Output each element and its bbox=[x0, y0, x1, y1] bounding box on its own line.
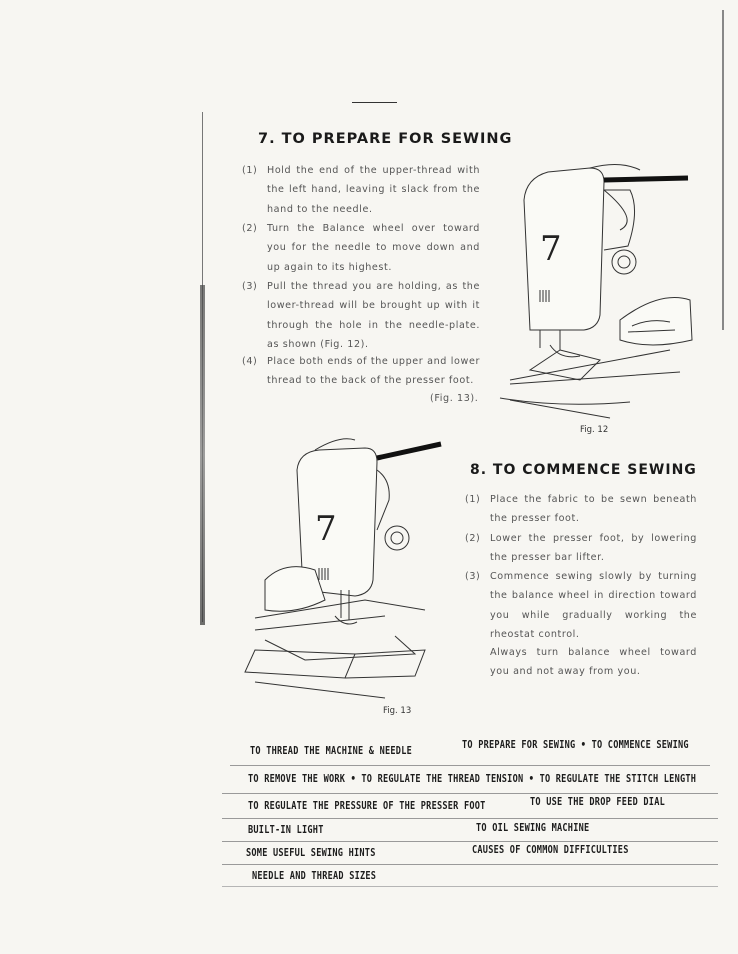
section-8-step-3 bbox=[465, 567, 697, 647]
step-text: Lower the presser foot, by lowering the presser bar lifter. bbox=[490, 533, 697, 564]
step-text: Commence sewing slowly by turning the balance wheel in direction toward you while gradually working the rheostat control. bbox=[490, 571, 697, 641]
step-number: (3) bbox=[465, 571, 481, 582]
step-text: Pull the thread you are holding, as the lower-thread will be brought up with it through the hole in the needle-plate. as shown (Fig. 12). bbox=[267, 281, 480, 351]
section-8-title: 8. TO COMMENCE SEWING bbox=[470, 462, 697, 478]
section-7-fig-ref: (Fig. 13). bbox=[430, 393, 479, 404]
top-dash-mark bbox=[352, 102, 397, 103]
step-text: Place the fabric to be sewn beneath the presser foot. bbox=[490, 494, 697, 525]
note-text: Always turn balance wheel toward you and not away from you. bbox=[490, 647, 697, 678]
step-number: (2) bbox=[242, 223, 258, 234]
section-8-step-2 bbox=[465, 529, 697, 569]
tab-needle-thread-sizes[interactable]: NEEDLE AND THREAD SIZES bbox=[252, 869, 377, 882]
fig-13-illustration bbox=[245, 440, 445, 700]
tab-divider bbox=[222, 818, 718, 819]
machine-number: 7 bbox=[540, 229, 562, 269]
tab-divider bbox=[230, 765, 710, 766]
step-number: (1) bbox=[242, 165, 258, 176]
tab-prepare-commence[interactable]: TO PREPARE FOR SEWING • TO COMMENCE SEWING bbox=[462, 738, 689, 751]
tab-oil-machine[interactable]: TO OIL SEWING MACHINE bbox=[476, 821, 590, 834]
section-7-step-2 bbox=[242, 219, 480, 279]
step-number: (2) bbox=[465, 533, 481, 544]
step-text: Place both ends of the upper and lower thread to the back of the presser foot. bbox=[267, 356, 480, 387]
left-binding-strip bbox=[200, 285, 205, 625]
right-edge-line bbox=[722, 10, 724, 330]
tab-common-difficulties[interactable]: CAUSES OF COMMON DIFFICULTIES bbox=[472, 843, 629, 856]
tab-drop-feed[interactable]: TO USE THE DROP FEED DIAL bbox=[530, 795, 666, 808]
tab-useful-hints[interactable]: SOME USEFUL SEWING HINTS bbox=[246, 846, 376, 859]
step-number: (1) bbox=[465, 494, 481, 505]
section-8-step-1 bbox=[465, 490, 697, 530]
fig-12-caption: Fig. 12 bbox=[580, 425, 609, 435]
tab-divider bbox=[222, 841, 718, 842]
section-7-step-4 bbox=[242, 352, 480, 394]
machine-number: 7 bbox=[315, 509, 337, 549]
step-number: (4) bbox=[242, 356, 258, 367]
tab-divider bbox=[222, 864, 718, 865]
tab-remove-tension-stitch[interactable]: TO REMOVE THE WORK • TO REGULATE THE THREAD TENSION • TO REGULATE THE STITCH LENGTH bbox=[248, 772, 697, 785]
section-7-step-3 bbox=[242, 277, 480, 357]
step-text: Hold the end of the upper-thread with the left hand, leaving it slack from the hand to the needle. bbox=[267, 165, 480, 215]
tab-divider bbox=[222, 793, 718, 794]
tab-presser-pressure[interactable]: TO REGULATE THE PRESSURE OF THE PRESSER FOOT bbox=[248, 799, 486, 812]
tab-built-in-light[interactable]: BUILT-IN LIGHT bbox=[248, 823, 324, 836]
section-7-step-1 bbox=[242, 161, 480, 221]
fig-12-illustration bbox=[500, 150, 700, 420]
tab-thread-machine[interactable]: TO THREAD THE MACHINE & NEEDLE bbox=[250, 744, 412, 757]
step-number: (3) bbox=[242, 281, 258, 292]
section-8-note bbox=[490, 643, 697, 683]
tab-divider bbox=[222, 886, 718, 887]
step-text: Turn the Balance wheel over toward you for the needle to move down and up again to its highest. bbox=[267, 223, 480, 273]
section-7-title: 7. TO PREPARE FOR SEWING bbox=[258, 131, 513, 147]
fig-13-caption: Fig. 13 bbox=[383, 706, 412, 716]
